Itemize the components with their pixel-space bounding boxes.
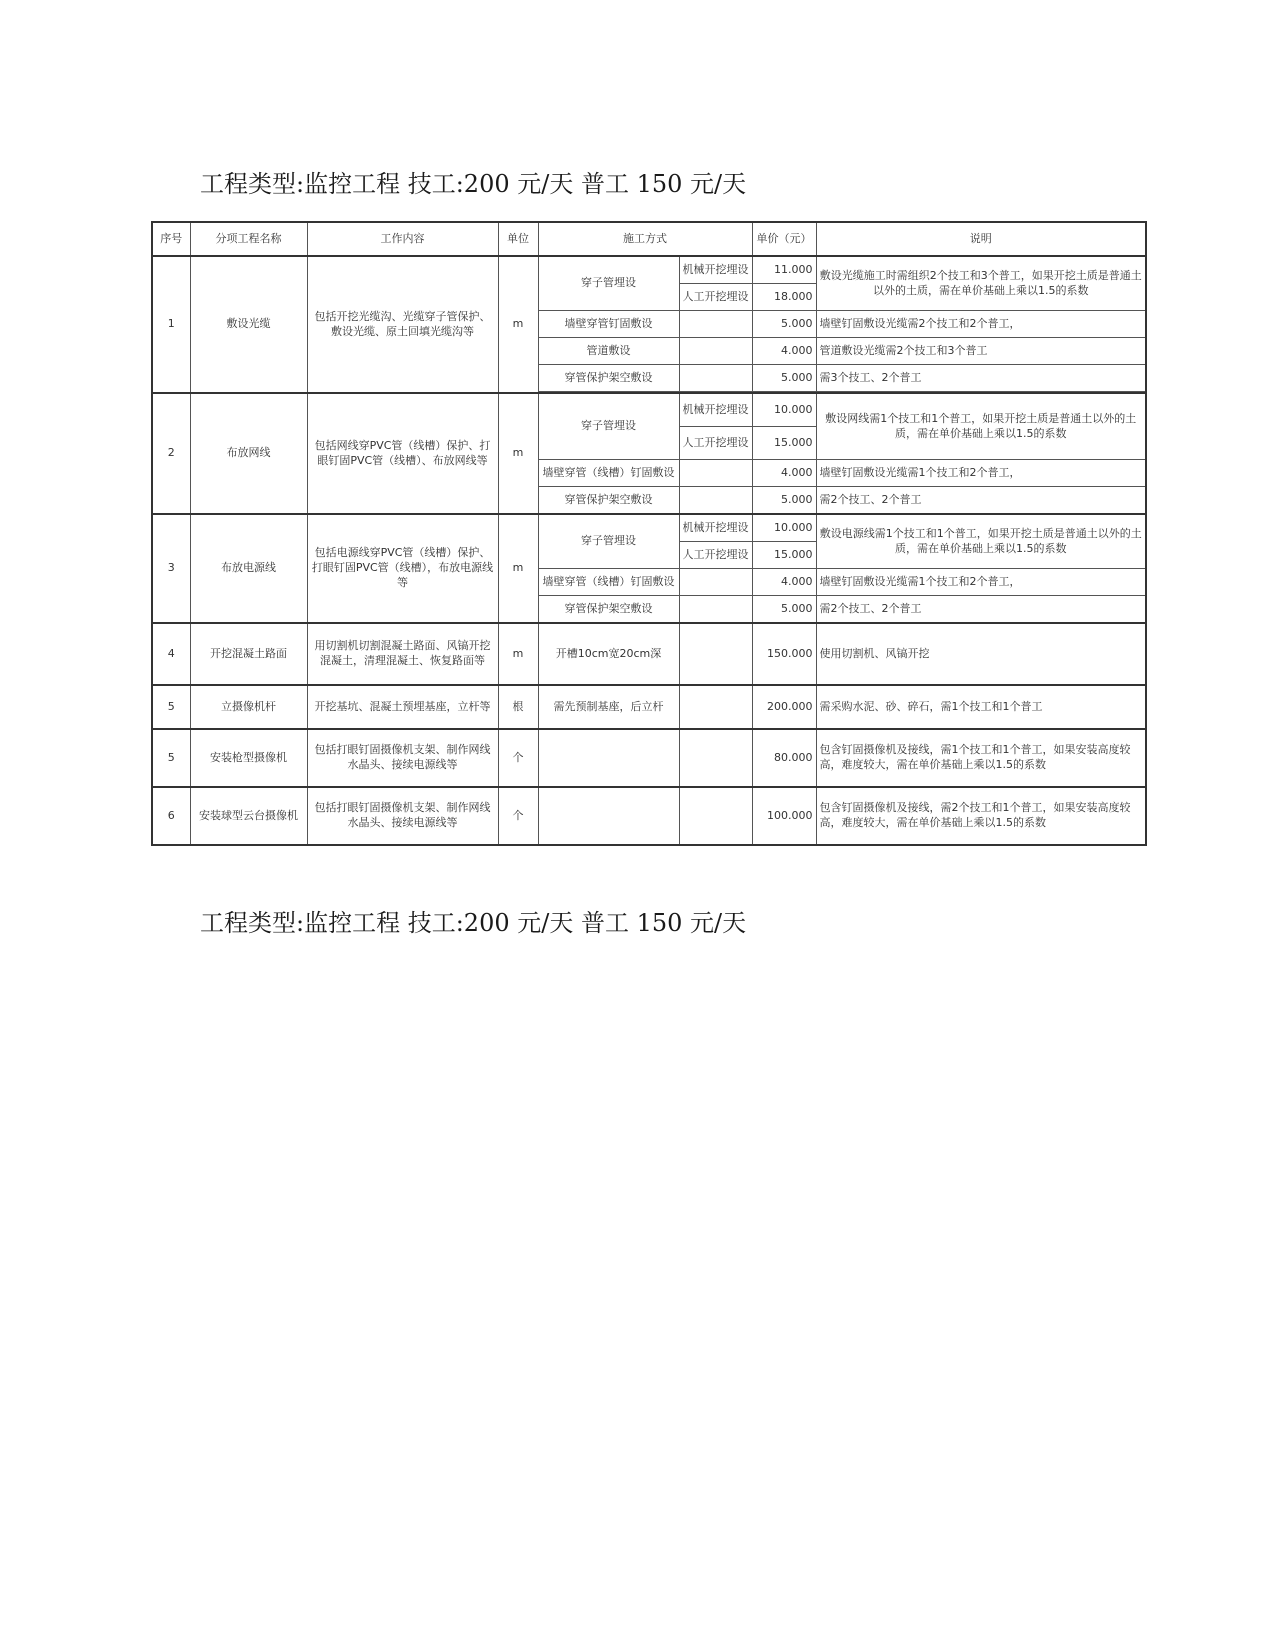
cell-price: 4.000: [752, 460, 816, 487]
cell-sub-method: 人工开挖埋设: [679, 542, 752, 569]
cell-note: 使用切割机、风镐开挖: [816, 623, 1146, 685]
cell-item: 立摄像机杆: [190, 685, 307, 729]
cell-method: 穿管保护架空敷设: [538, 487, 679, 515]
cell-sub-method: 机械开挖埋设: [679, 514, 752, 542]
cell-method: 穿子管埋设: [538, 256, 679, 311]
cell-no: 1: [152, 256, 190, 393]
cell-unit: m: [498, 623, 538, 685]
cell-content: 用切割机切割混凝土路面、风镐开挖混凝土，清理混凝土、恢复路面等: [307, 623, 498, 685]
page-heading-repeat: 工程类型:监控工程 技工:200 元/天 普工 150 元/天: [200, 909, 747, 937]
header-price: 单价（元）: [752, 222, 816, 256]
cell-note: 包含钉固摄像机及接线，需2个技工和1个普工，如果安装高度较高，难度较大，需在单价基础上乘以1.5的系数: [816, 787, 1146, 845]
header-content: 工作内容: [307, 222, 498, 256]
cell-unit: 根: [498, 685, 538, 729]
cell-content: 包括电源线穿PVC管（线槽）保护、打眼钉固PVC管（线槽），布放电源线等: [307, 514, 498, 623]
cell-no: 3: [152, 514, 190, 623]
table-row: [152, 514, 1146, 542]
cell-unit: 个: [498, 787, 538, 845]
cell-method: 穿子管埋设: [538, 393, 679, 460]
cell-sub-method: [679, 365, 752, 392]
cell-note: 敷设电源线需1个技工和1个普工，如果开挖土质是普通土以外的土质，需在单价基础上乘以1.5的系数: [816, 514, 1146, 569]
cell-sub-method: [679, 460, 752, 487]
cell-note: 敷设光缆施工时需组织2个技工和3个普工，如果开挖土质是普通土以外的土质，需在单价基础上乘以1.5的系数: [816, 256, 1146, 311]
cell-method: 需先预制基座，后立杆: [538, 685, 679, 729]
cell-sub-method: [679, 338, 752, 365]
cell-sub-method: 人工开挖埋设: [679, 427, 752, 460]
cell-note: 墙壁钉固敷设光缆需1个技工和2个普工，: [816, 569, 1146, 596]
cell-note: 需采购水泥、砂、碎石，需1个技工和1个普工: [816, 685, 1146, 729]
cell-method: 穿子管埋设: [538, 514, 679, 569]
cell-price: 10.000: [752, 393, 816, 427]
cell-method: 墙壁穿管（线槽）钉固敷设: [538, 460, 679, 487]
cell-item: 安装枪型摄像机: [190, 729, 307, 787]
cell-no: 6: [152, 787, 190, 845]
cell-note: 需2个技工、2个普工: [816, 487, 1146, 515]
cell-unit: m: [498, 393, 538, 514]
cell-unit: m: [498, 256, 538, 393]
header-no: 序号: [152, 222, 190, 256]
cell-price: 5.000: [752, 487, 816, 515]
cell-sub-method: 机械开挖埋设: [679, 256, 752, 284]
cell-price: 150.000: [752, 623, 816, 685]
cell-method: [538, 787, 679, 845]
cell-content: 包括打眼钉固摄像机支架、制作网线水晶头、接续电源线等: [307, 729, 498, 787]
header-item: 分项工程名称: [190, 222, 307, 256]
header-method: 施工方式: [538, 222, 752, 256]
cell-sub-method: [679, 729, 752, 787]
table-row: [152, 393, 1146, 427]
cell-sub-method: [679, 487, 752, 515]
cell-no: 2: [152, 393, 190, 514]
cell-note: 管道敷设光缆需2个技工和3个普工: [816, 338, 1146, 365]
cell-item: 布放网线: [190, 393, 307, 514]
rate-table: [151, 221, 1147, 846]
cell-sub-method: 人工开挖埋设: [679, 284, 752, 311]
cell-price: 5.000: [752, 596, 816, 624]
cell-sub-method: [679, 569, 752, 596]
cell-price: 18.000: [752, 284, 816, 311]
cell-method: 开槽10cm宽20cm深: [538, 623, 679, 685]
cell-price: 5.000: [752, 311, 816, 338]
cell-no: 4: [152, 623, 190, 685]
cell-price: 80.000: [752, 729, 816, 787]
cell-price: 4.000: [752, 338, 816, 365]
cell-method: 墙壁穿管钉固敷设: [538, 311, 679, 338]
cell-sub-method: [679, 623, 752, 685]
table-row: [152, 623, 1146, 685]
cell-sub-method: [679, 311, 752, 338]
cell-content: 包括网线穿PVC管（线槽）保护、打眼钉固PVC管（线槽）、布放网线等: [307, 393, 498, 514]
cell-item: 敷设光缆: [190, 256, 307, 393]
cell-sub-method: 机械开挖埋设: [679, 393, 752, 427]
cell-method: 穿管保护架空敷设: [538, 596, 679, 624]
cell-price: 15.000: [752, 542, 816, 569]
table-header-row: [152, 222, 1146, 256]
cell-note: 需2个技工、2个普工: [816, 596, 1146, 624]
cell-content: 包括打眼钉固摄像机支架、制作网线水晶头、接续电源线等: [307, 787, 498, 845]
cell-method: 墙壁穿管（线槽）钉固敷设: [538, 569, 679, 596]
table-row: [152, 256, 1146, 284]
cell-no: 5: [152, 729, 190, 787]
table-row: [152, 787, 1146, 845]
cell-price: 10.000: [752, 514, 816, 542]
cell-sub-method: [679, 787, 752, 845]
cell-item: 开挖混凝土路面: [190, 623, 307, 685]
cell-price: 100.000: [752, 787, 816, 845]
cell-price: 15.000: [752, 427, 816, 460]
cell-sub-method: [679, 596, 752, 624]
page-heading: 工程类型:监控工程 技工:200 元/天 普工 150 元/天: [200, 170, 747, 198]
cell-method: 穿管保护架空敷设: [538, 365, 679, 392]
cell-price: 200.000: [752, 685, 816, 729]
cell-price: 5.000: [752, 365, 816, 392]
cell-content: 包括开挖光缆沟、光缆穿子管保护、敷设光缆、原土回填光缆沟等: [307, 256, 498, 393]
cell-item: 布放电源线: [190, 514, 307, 623]
cell-note: 敷设网线需1个技工和1个普工，如果开挖土质是普通土以外的土质，需在单价基础上乘以1.5的系数: [816, 393, 1146, 460]
cell-content: 开挖基坑、混凝土预埋基座，立杆等: [307, 685, 498, 729]
cell-method: [538, 729, 679, 787]
cell-sub-method: [679, 685, 752, 729]
table-row: [152, 729, 1146, 787]
cell-note: 墙壁钉固敷设光缆需1个技工和2个普工，: [816, 460, 1146, 487]
table-row: [152, 685, 1146, 729]
cell-note: 墙壁钉固敷设光缆需2个技工和2个普工，: [816, 311, 1146, 338]
cell-no: 5: [152, 685, 190, 729]
cell-price: 11.000: [752, 256, 816, 284]
header-unit: 单位: [498, 222, 538, 256]
cell-unit: 个: [498, 729, 538, 787]
cell-method: 管道敷设: [538, 338, 679, 365]
cell-unit: m: [498, 514, 538, 623]
cell-note: 包含钉固摄像机及接线，需1个技工和1个普工，如果安装高度较高，难度较大，需在单价基础上乘以1.5的系数: [816, 729, 1146, 787]
cell-note: 需3个技工、2个普工: [816, 365, 1146, 392]
cell-price: 4.000: [752, 569, 816, 596]
cell-item: 安装球型云台摄像机: [190, 787, 307, 845]
header-note: 说明: [816, 222, 1146, 256]
